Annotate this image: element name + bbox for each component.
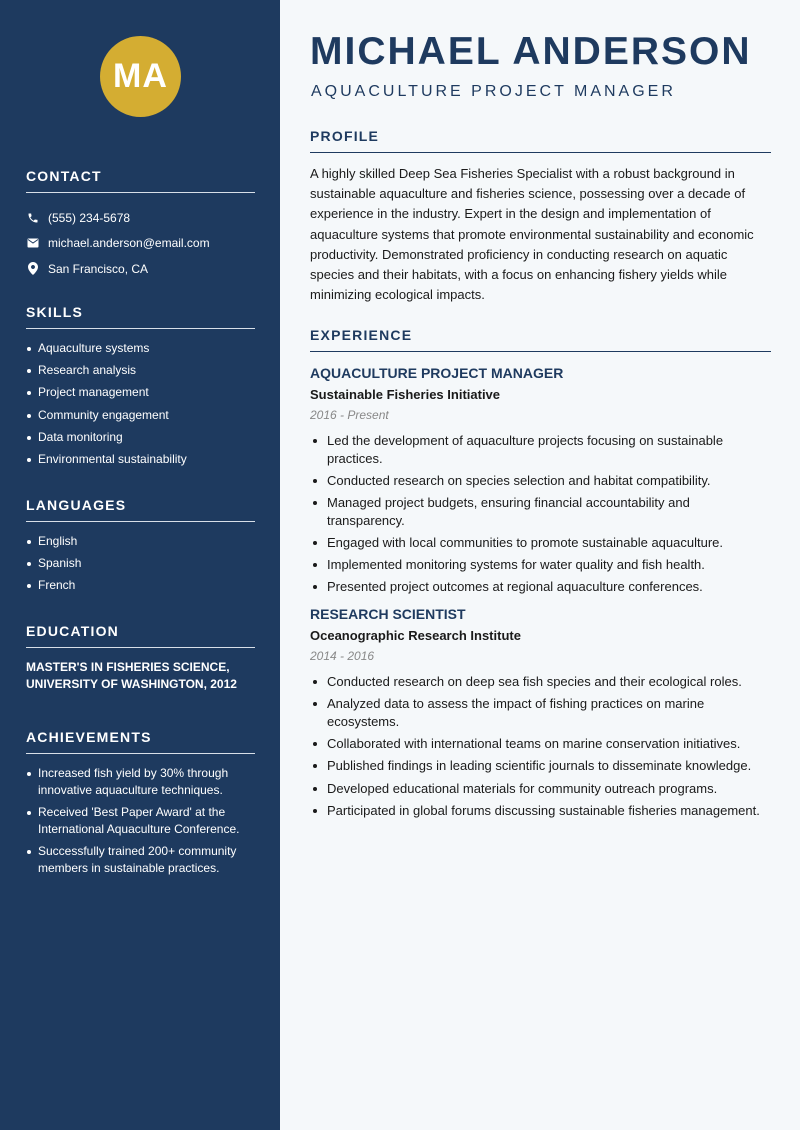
languages-heading: LANGUAGES	[26, 497, 255, 522]
phone-icon	[26, 211, 40, 225]
job-title: AQUACULTURE PROJECT MANAGER	[310, 365, 564, 381]
list-item: Managed project budgets, ensuring financial accountability and transparency.	[310, 494, 771, 529]
list-item: Successfully trained 200+ community members in sustainable practices.	[26, 843, 255, 877]
skills-list	[26, 340, 255, 468]
job-dates: 2016 - Present	[310, 408, 389, 422]
job-dates: 2014 - 2016	[310, 648, 375, 663]
job-company: Sustainable Fisheries Initiative	[310, 387, 501, 402]
list-item: Received 'Best Paper Award' at the International Aquaculture Conference.	[26, 804, 255, 838]
candidate-name: MICHAEL ANDERSON	[310, 30, 752, 73]
list-item: Conducted research on species selection and habitat compatibility.	[310, 472, 771, 490]
contact-location	[26, 256, 255, 282]
list-item: English	[26, 533, 255, 550]
list-item: Data monitoring	[26, 429, 255, 446]
avatar-initials: MA	[113, 57, 168, 95]
profile-section	[310, 128, 771, 305]
list-item: Conducted research on deep sea fish species and their ecological roles.	[310, 673, 771, 691]
list-item: Engaged with local communities to promote sustainable aquaculture.	[310, 534, 771, 552]
contact-heading: CONTACT	[26, 168, 255, 193]
email-text[interactable]: michael.anderson@email.com	[48, 236, 210, 251]
main-content	[280, 0, 800, 1130]
location-pin-icon	[26, 262, 40, 276]
list-item: Aquaculture systems	[26, 340, 255, 357]
achievements-section	[26, 729, 255, 883]
job-bullets	[310, 432, 771, 596]
avatar	[100, 36, 181, 117]
contact-email	[26, 231, 255, 257]
experience-section	[310, 327, 771, 824]
candidate-role: AQUACULTURE PROJECT MANAGER	[311, 83, 676, 100]
job-entry-1	[310, 365, 771, 596]
sidebar	[0, 0, 280, 1130]
list-item: Implemented monitoring systems for water quality and fish health.	[310, 556, 771, 574]
list-item: Community engagement	[26, 407, 255, 424]
list-item: Analyzed data to assess the impact of fishing practices on marine ecosystems.	[310, 695, 771, 730]
achievements-heading: ACHIEVEMENTS	[26, 729, 255, 754]
list-item: Research analysis	[26, 362, 255, 379]
education-line-1: MASTER'S IN FISHERIES SCIENCE,	[26, 660, 230, 674]
list-item: French	[26, 577, 255, 594]
education-heading: EDUCATION	[26, 623, 255, 648]
list-item: Published findings in leading scientific journals to disseminate knowledge.	[310, 757, 771, 775]
location-text: San Francisco, CA	[48, 261, 149, 276]
list-item: Led the development of aquaculture projects focusing on sustainable practices.	[310, 432, 771, 467]
skills-section	[26, 304, 255, 473]
job-bullets	[310, 673, 771, 819]
languages-list	[26, 533, 255, 594]
education-degree	[26, 659, 255, 693]
job-entry-2	[310, 606, 771, 819]
contact-list	[26, 205, 255, 282]
list-item: Project management	[26, 384, 255, 401]
achievements-list	[26, 765, 255, 877]
list-item: Developed educational materials for community outreach programs.	[310, 780, 771, 798]
mail-icon	[26, 236, 40, 250]
job-title: RESEARCH SCIENTIST	[310, 605, 466, 622]
list-item: Environmental sustainability	[26, 451, 255, 468]
list-item: Spanish	[26, 555, 255, 572]
list-item: Participated in global forums discussing sustainable fisheries management.	[310, 802, 771, 820]
profile-text: A highly skilled Deep Sea Fisheries Specialist with a robust background in sustainable aquaculture and fisheries science, possessing over a decade of experience in the industry. Expert in the design and implementation of aquaculture systems that promote environmental sustainability and economic productivity. Demonstrated proficiency in conducting research on aquatic species and their habitats, with a focus on enhancing fishery yields while minimizing ecological impacts.	[310, 166, 754, 303]
contact-phone	[26, 205, 255, 231]
experience-heading: EXPERIENCE	[310, 327, 771, 352]
contact-section	[26, 168, 255, 282]
phone-text[interactable]: (555) 234-5678	[48, 210, 131, 225]
profile-heading: PROFILE	[310, 128, 771, 153]
education-line-2: UNIVERSITY OF WASHINGTON, 2012	[26, 677, 237, 691]
education-section	[26, 623, 255, 693]
languages-section	[26, 497, 255, 600]
list-item: Increased fish yield by 30% through innovative aquaculture techniques.	[26, 765, 255, 799]
list-item: Collaborated with international teams on marine conservation initiatives.	[310, 735, 771, 753]
list-item: Presented project outcomes at regional aquaculture conferences.	[310, 578, 771, 596]
skills-heading: SKILLS	[26, 304, 255, 329]
job-company: Oceanographic Research Institute	[310, 627, 521, 643]
